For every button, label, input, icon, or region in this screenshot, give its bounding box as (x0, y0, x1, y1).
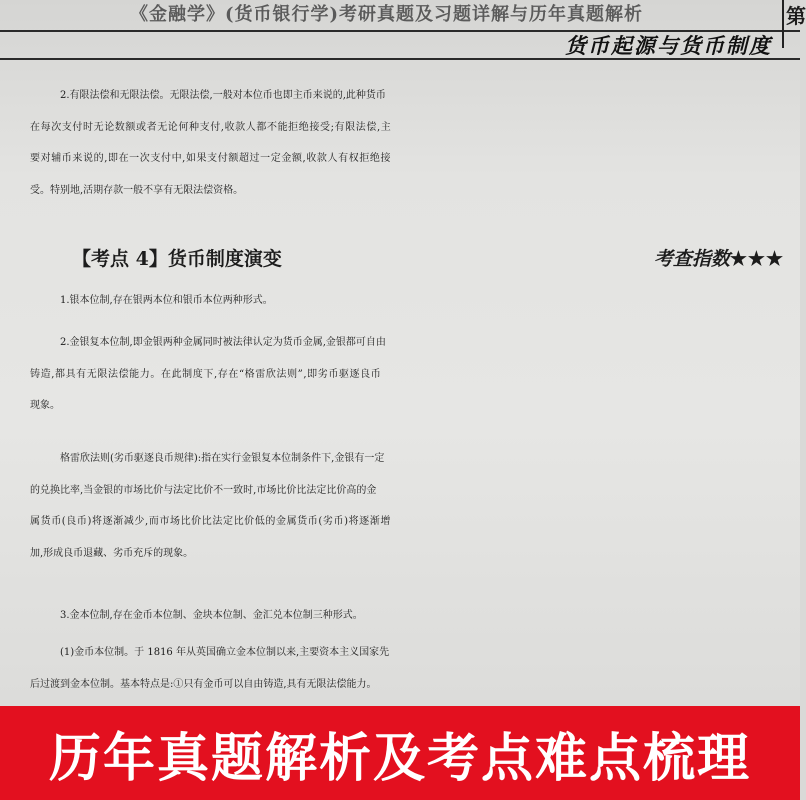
star-rating-icon: ★★★ (729, 248, 784, 270)
text-line: 后过渡到金本位制。基本特点是:①只有金币可以自由铸造,具有无限法偿能力。 (30, 678, 377, 690)
promo-banner-text: 历年真题解析及考点难点梳理 (48, 728, 751, 789)
text-line: 格雷欣法则(劣币驱逐良币规律):指在实行金银复本位制条件下,金银有一定 (60, 453, 385, 464)
paragraph-silver-standard (0, 285, 800, 317)
text-line: 加,形成良币退藏、劣币充斥的现象。 (30, 547, 194, 559)
text-line: 受。特别地,活期存款一般不享有无限法偿资格。 (30, 184, 244, 196)
running-header-title: 《金融学》(货币银行学)考研真题及习题详解与历年真题解析 (130, 4, 644, 25)
promo-banner (0, 706, 800, 800)
paragraph-legal-tender (0, 80, 800, 206)
text-line: 2.有限法偿和无限法偿。无限法偿,一般对本位币也即主币来说的,此种货币 (60, 90, 386, 101)
text-line: 铸造,都具有无限法偿能力。在此制度下,存在“格雷欣法则”,即劣币驱逐良币 (30, 368, 382, 380)
exam-index (654, 244, 784, 271)
exam-index-label: 考查指数 (653, 248, 730, 270)
exam-point-title: 【考点 4】货币制度演变 (72, 248, 282, 270)
text-line: 现象。 (30, 400, 60, 411)
paragraph-gold-standard (0, 600, 800, 632)
text-line: 在每次支付时无论数额或者无论何种支付,收款人都不能拒绝接受;有限法偿,主 (30, 121, 392, 133)
chapter-subtitle: 货币起源与货币制度 (565, 33, 772, 58)
exam-point-heading (44, 244, 784, 274)
text-line: 的兑换比率,当金银的市场比价与法定比价不一致时,市场比价比法定比价高的金 (30, 484, 377, 496)
text-line: 3.金本位制,存在金币本位制、金块本位制、金汇兑本位制三种形式。 (60, 610, 363, 621)
paragraph-gresham-law (0, 443, 800, 569)
header-corner-mark: 第 (782, 0, 800, 48)
text-line: 要对辅币来说的,即在一次支付中,如果支付额超过一定金额,收款人有权拒绝接 (30, 153, 392, 164)
text-line: 属货币(良币)将逐渐减少,而市场比价比法定比价低的金属货币(劣币)将逐渐增 (30, 516, 391, 527)
paragraph-gold-coin-standard (0, 637, 800, 700)
paragraph-bimetallism (0, 327, 800, 422)
text-line: 2.金银复本位制,即金银两种金属同时被法律认定为货币金属,金银都可自由 (60, 337, 386, 348)
header-rule-bottom (0, 58, 800, 60)
text-line: (1)金币本位制。于 1816 年从英国确立金本位制以来,主要资本主义国家先 (60, 647, 390, 658)
text-line: 1.银本位制,存在银两本位和银币本位两种形式。 (60, 295, 273, 306)
